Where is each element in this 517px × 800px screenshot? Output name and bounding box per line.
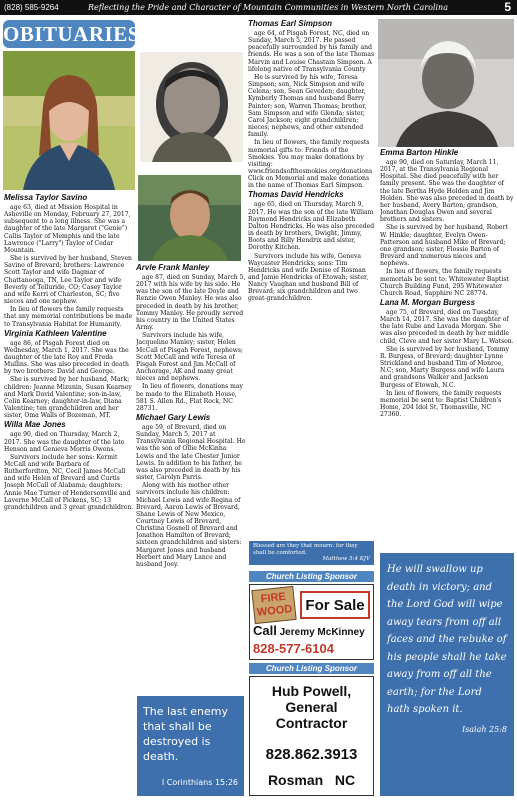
contact-name: Jeremy McKinney bbox=[279, 627, 365, 638]
verse-citation: Matthew 5:4 KJV bbox=[322, 556, 370, 562]
obit-text: Survivors include his wife, Jacqueline Manley; sister, Helen McCall of Pisgah Forest, nephews; Scott McCall and wife Teresa of Pisgah Forest and Jim McCall of Anchorage, AK and many great nieces and nephews. bbox=[136, 332, 244, 383]
photo-emma-hinkle bbox=[378, 19, 514, 147]
obit-text: age 86, of Pisgah Forest died on Wednesday, March 1, 2017. She was the daughter of the late Roy and Freda Mullins. She was also preceded in death by two brothers: David and George. bbox=[4, 339, 129, 376]
obit-text: age 63, died at Mission Hospital in Asheville on Monday, February 27, 2017, subsequent to a long illness. She was a daughter of the late Margaret ("Genie") Callis Taylor of Memphis and the late Lawrence ("Larry") Taylor of Cedar Mountain. bbox=[4, 204, 131, 254]
ad-phone-2: 828.862.3913 bbox=[265, 746, 358, 763]
obit-text: In lieu of flowers, donations may be made to the Elizabeth House, 581 S. Allen Rd., Flat Rock, NC 28731. bbox=[136, 383, 244, 412]
verse-citation: I Corinthians 15:26 bbox=[161, 778, 238, 787]
obit-name-lana: Lana M. Morgan Burgess bbox=[380, 297, 476, 307]
photo-michael-lewis bbox=[138, 175, 241, 261]
obit-text: age 90, died on Thursday, March 2, 2017. She was the daughter of the late Henson and Genieva Morris Owens. bbox=[4, 431, 125, 453]
contractor-line-1: Hub Powell, bbox=[271, 683, 352, 699]
verse-text: The last enemy that shall be destroyed is death. bbox=[143, 705, 229, 763]
obit-text: She is survived by her husband, Tommy R. Burgess, of Brevard; daughter Lynne Strickland and husband Tim of Monroe, N.C; son, Marty Burgess and wife Laura and grandsons Walker and Jackson Burgess of Etowah, N.C. bbox=[380, 345, 510, 389]
obit-name-david: Thomas David Hendricks bbox=[248, 190, 344, 200]
header-phone: (828) 585-9264 bbox=[4, 3, 59, 12]
call-label: Call bbox=[253, 623, 277, 638]
obit-text: She is survived by her husband, Mark; children: Jeanne Mizunin, Susan Kearney and Mark David Valentine; son-in-law, Colin Kearney; daughter-in-law, Diana Valentine; ten grandchildren and her sister, Oma Walls of Bozeman, MT. bbox=[4, 376, 132, 420]
obit-text: Survivors include his wife, Geneva Waycaster Hendricks; sons: Tim Hendricks and wife Denise of Rosman and Jamie Hendricks of Etowah; sister, Nancy Vaughan and husband Bill of Brevard; six grandchildren and two great-grandchildren. bbox=[248, 252, 369, 303]
obituaries-banner: OBITUARIES bbox=[3, 22, 140, 46]
verse-last-enemy bbox=[137, 696, 244, 796]
obit-name-arvle: Arvle Frank Manley bbox=[136, 263, 210, 272]
page-number: 5 bbox=[504, 0, 511, 14]
obit-text: Along with his mother other survivors include his children: Michael Lewis and wife Regina of Brevard, Aaron Lewis of Brevard, Shane Lewis of New Mexico, Courtney Lewis of Brevard, Christina Gosnell of Brevard and Jonathon Hamilton of Brevard; sixteen grandchildren and sisters: Margaret Jones and husband Herbert and Mary Lance and husband Joey. bbox=[136, 482, 242, 568]
column-1 bbox=[4, 192, 135, 796]
obit-text: age 90, died on Saturday, March 11, 2017, at the Transylvania Regional Hospital. She died peacefully with her family present. She was the daughter of the late Bertha Hyde Holden and Jim Holden. She was also preceded in death by her husband, Avery Barton; grandson, Jonathan Douglas Owen and several brothers and sisters. bbox=[380, 159, 514, 224]
contractor-line-2: General bbox=[285, 699, 338, 715]
sign-text-fire: FIRE bbox=[260, 590, 287, 606]
contractor-line-3: Contractor bbox=[275, 715, 348, 731]
obit-text: Survivors include her sons: Kermit McCall and wife Barbara of Rutherfordton, NC, Cecil James McCall and wife Helen of Brevard and Curtis Joseph McCall of Alabama; daughters: Annie Mae Turner of Hendersonville and Laverne McCall of Pickens, SC; 13 grandchildren and 3 great grandchildren. bbox=[4, 453, 134, 511]
obit-name-emma: Emma Barton Hinkle bbox=[380, 148, 459, 157]
ad-hub-powell bbox=[249, 676, 374, 796]
page-header bbox=[0, 0, 517, 15]
column-4 bbox=[380, 147, 514, 525]
obit-text: She is survived by her husband, Steven Savino of Brevard; brothers: Lawrence Scott Taylor and wife Dagmar of Chattanooga, TN, Lee Taylor and wife Beverly of Telluride, CO; Casey Taylor and wife Kerri of Charleston, SC; five nieces and one nephew. bbox=[4, 255, 132, 306]
photo-arvle-manley bbox=[140, 52, 243, 162]
verse-citation: Isaiah 25:8 bbox=[461, 724, 507, 734]
obit-text: She is survived by her husband, Robert W. Hinkle; daughter, Evelyn Owen-Patterson and husband Mike of Brevard; one grandson; sister, Flossie Barton of Brevard and numerous nieces and nephews. bbox=[380, 224, 508, 268]
obit-text: age 64, of Pisgah Forest, NC, died on Sunday, March 5, 2017. He passed peacefully surrounded by his family and friends. He was a son of the late Thomas Marvin and Louise Chastain Simpson. A lifelong native of Transylvania County bbox=[248, 30, 375, 73]
column-3 bbox=[248, 19, 375, 539]
contractor-city: Rosman NC bbox=[267, 772, 356, 788]
obit-text: age 75, of Brevard, died on Tuesday, March 14, 2017. She was the daughter of the late Rube and Lavada Morgan. She was also preceded in death by her middle child, Cleve and her sister Mary L. Watson. bbox=[380, 308, 514, 345]
ad-call-line bbox=[253, 625, 371, 639]
header-tagline: Reflecting the Pride and Character of Mountain Communities in Western North Carolina bbox=[88, 3, 448, 12]
verse-text: He will swallow up death in victory; and the Lord God will wipe away tears from off all faces and the rebuke of his people shall he take away from off all the earth; for the Lord hath spoken it. bbox=[387, 564, 507, 715]
obit-name-melissa: Melissa Taylor Savino bbox=[4, 193, 88, 202]
column-2 bbox=[136, 262, 246, 692]
obit-text: In lieu of flowers, the family requests memorial be sent to: Baptist Children's Home, 204 Idol St, Thomasville, NC 27360. bbox=[380, 389, 502, 419]
verse-text: Blessed are they that mourn: for they shall be comforted. bbox=[253, 543, 358, 556]
obit-text: In lieu of flowers, the family requests memorials be sent to: Whitewater Baptist Church Building Fund, 295 Whitewater Church Road, Sapphire NC 28774. bbox=[380, 268, 509, 297]
verse-blessed-mourn bbox=[249, 541, 374, 565]
for-sale-box bbox=[300, 591, 370, 619]
sign-text-wood: WOOD bbox=[256, 603, 293, 619]
sponsor-label-2: Church Listing Sponsor bbox=[249, 663, 374, 674]
obit-text: In lieu of flowers, the family requests memorial gifts to: Friends of the Smokies. You may make donations by visiting: www.friendsofthesmokies.org/donations Click on Memorial and make donations in the name of Thomas Earl Simpson. bbox=[248, 139, 373, 190]
obit-name-michael: Michael Gary Lewis bbox=[136, 412, 211, 422]
obit-text: age 59, of Brevard, died on Sunday, March 5, 2017 at Transylvania Regional Hospital. He was the son of Ollie McKinna Lewis and the late Chester Junior Lewis. In addition to his father, he was also preceded in death by his sister, Carolyn Parris. bbox=[136, 423, 246, 482]
sponsor-label-1: Church Listing Sponsor bbox=[249, 571, 374, 582]
obit-text: age 87, died on Sunday, March 5, 2017 with his wife by his side. He was the son of the late Doyle and Renzie Owen Manley. He was also preceded in death by his brother, Tommy Manley. He proudly served his country in the United States Army. bbox=[136, 274, 246, 332]
obit-text: In lieu of flowers the family requests that any memorial contributions be made to Transylvania Habitat for Humanity. bbox=[4, 306, 133, 328]
obit-name-virginia: Virginia Kathleen Valentine bbox=[4, 328, 107, 338]
obit-name-thomas: Thomas Earl Simpson bbox=[248, 19, 333, 28]
obit-text: age 65, died on Thursday, March 9, 2017. He was the son of the late William Raymond Hendricks and Elizabeth Dalton Hendricks. He was also preceded in death by brothers, Dwight, Jimmy, Boots and Billy Hendrix and sister, Dorothy Kitchen. bbox=[248, 201, 375, 252]
for-sale-text: For Sale bbox=[305, 597, 365, 614]
obit-text: He is survived by his wife, Teresa Simpson; son, Nick Simpson and wife Celena; son, Sean Geveden; daughter, Kymberly Thomas and husband Barry Painter; son, Warren Thomas; brother, Sam Simpson and wife Glenda; sister, Carol Jackson; eight grandchildren; nieces; nephews, and other extended family. bbox=[248, 73, 367, 139]
verse-swallow-death bbox=[380, 553, 514, 796]
photo-melissa-savino bbox=[3, 51, 135, 190]
firewood-sign bbox=[251, 586, 296, 624]
obit-name-willa: Willa Mae Jones bbox=[4, 420, 66, 430]
ad-phone-1: 828-577-6104 bbox=[253, 641, 334, 656]
ad-firewood bbox=[249, 584, 374, 660]
